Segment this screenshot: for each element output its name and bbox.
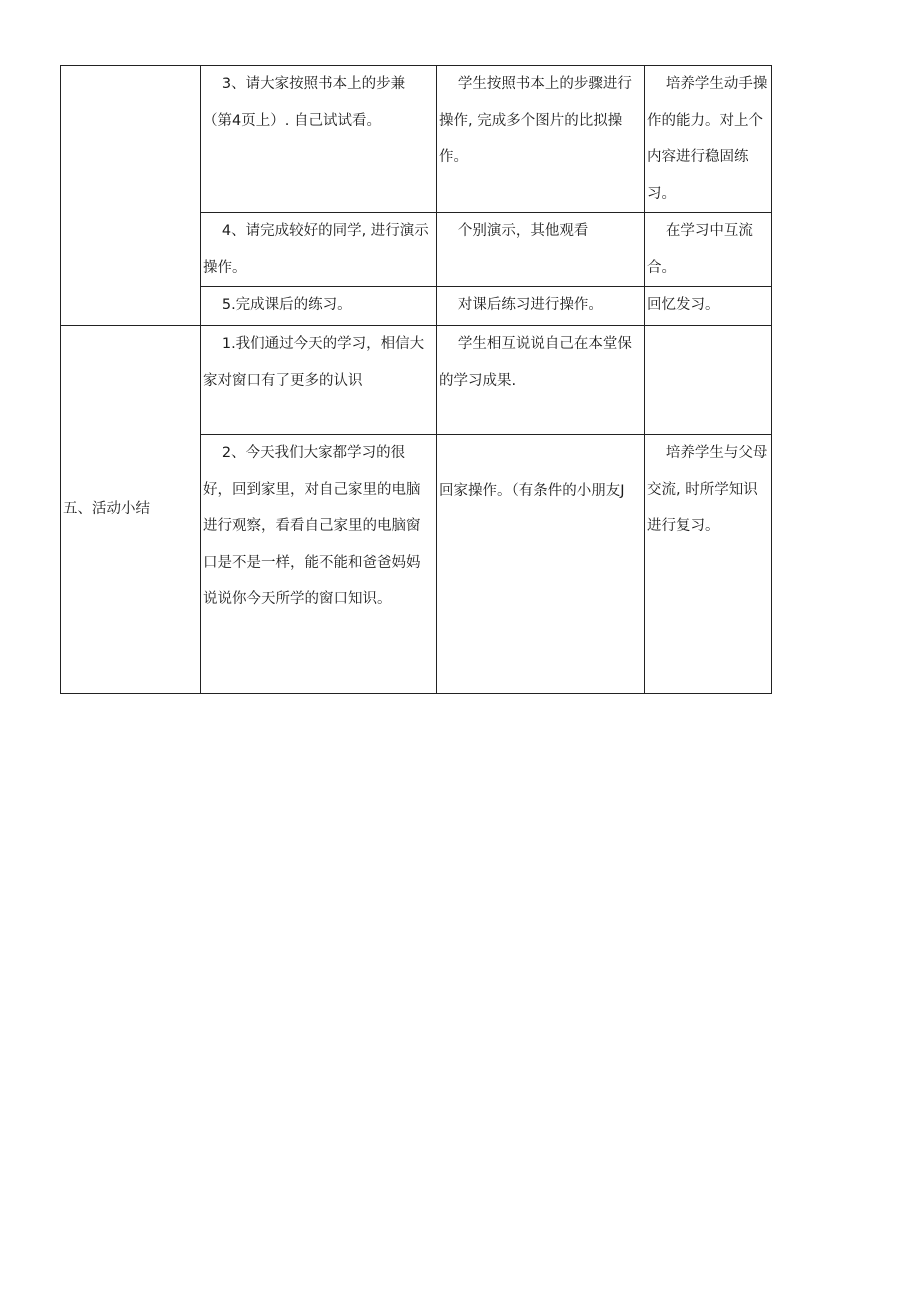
purpose-cell: 在学习中互流合。 [645,213,772,287]
teacher-activity-cell: 4、请完成较好的同学, 进行演示操作。 [201,213,437,287]
stage-cell [61,66,201,326]
student-activity-cell: 学生相互说说自己在本堂保的学习成果. [437,326,645,435]
purpose-cell [645,326,772,435]
student-activity-cell: 个别演示，其他观看 [437,213,645,287]
student-activity-cell: 回家操作。（有条件的小朋友J [437,435,645,694]
table-row [61,66,772,213]
lesson-plan-table [60,65,772,694]
student-activity-cell: 学生按照书本上的步骤进行操作, 完成多个图片的比拟操作。 [437,66,645,213]
teacher-activity-cell: 1.我们通过今天的学习，相信大家对窗口有了更多的认识 [201,326,437,435]
table-row [61,326,772,435]
teacher-activity-cell: 3、请大家按照书本上的步兼（第4页上）. 自己试试看。 [201,66,437,213]
stage-cell: 五、活动小结 [61,326,201,694]
teacher-activity-cell: 5.完成课后的练习。 [201,287,437,326]
purpose-cell: 培养学生动手操作的能力。对上个内容进行稳固练习。 [645,66,772,213]
purpose-cell: 培养学生与父母交流, 时所学知识进行复习。 [645,435,772,694]
teacher-activity-cell: 2、今天我们大家都学习的很好，回到家里，对自己家里的电脑进行观察，看看自己家里的电脑窗口是不是一样，能不能和爸爸妈妈说说你今天所学的窗口知识。 [201,435,437,694]
student-activity-cell: 对课后练习进行操作。 [437,287,645,326]
purpose-cell: 回忆发习。 [645,287,772,326]
